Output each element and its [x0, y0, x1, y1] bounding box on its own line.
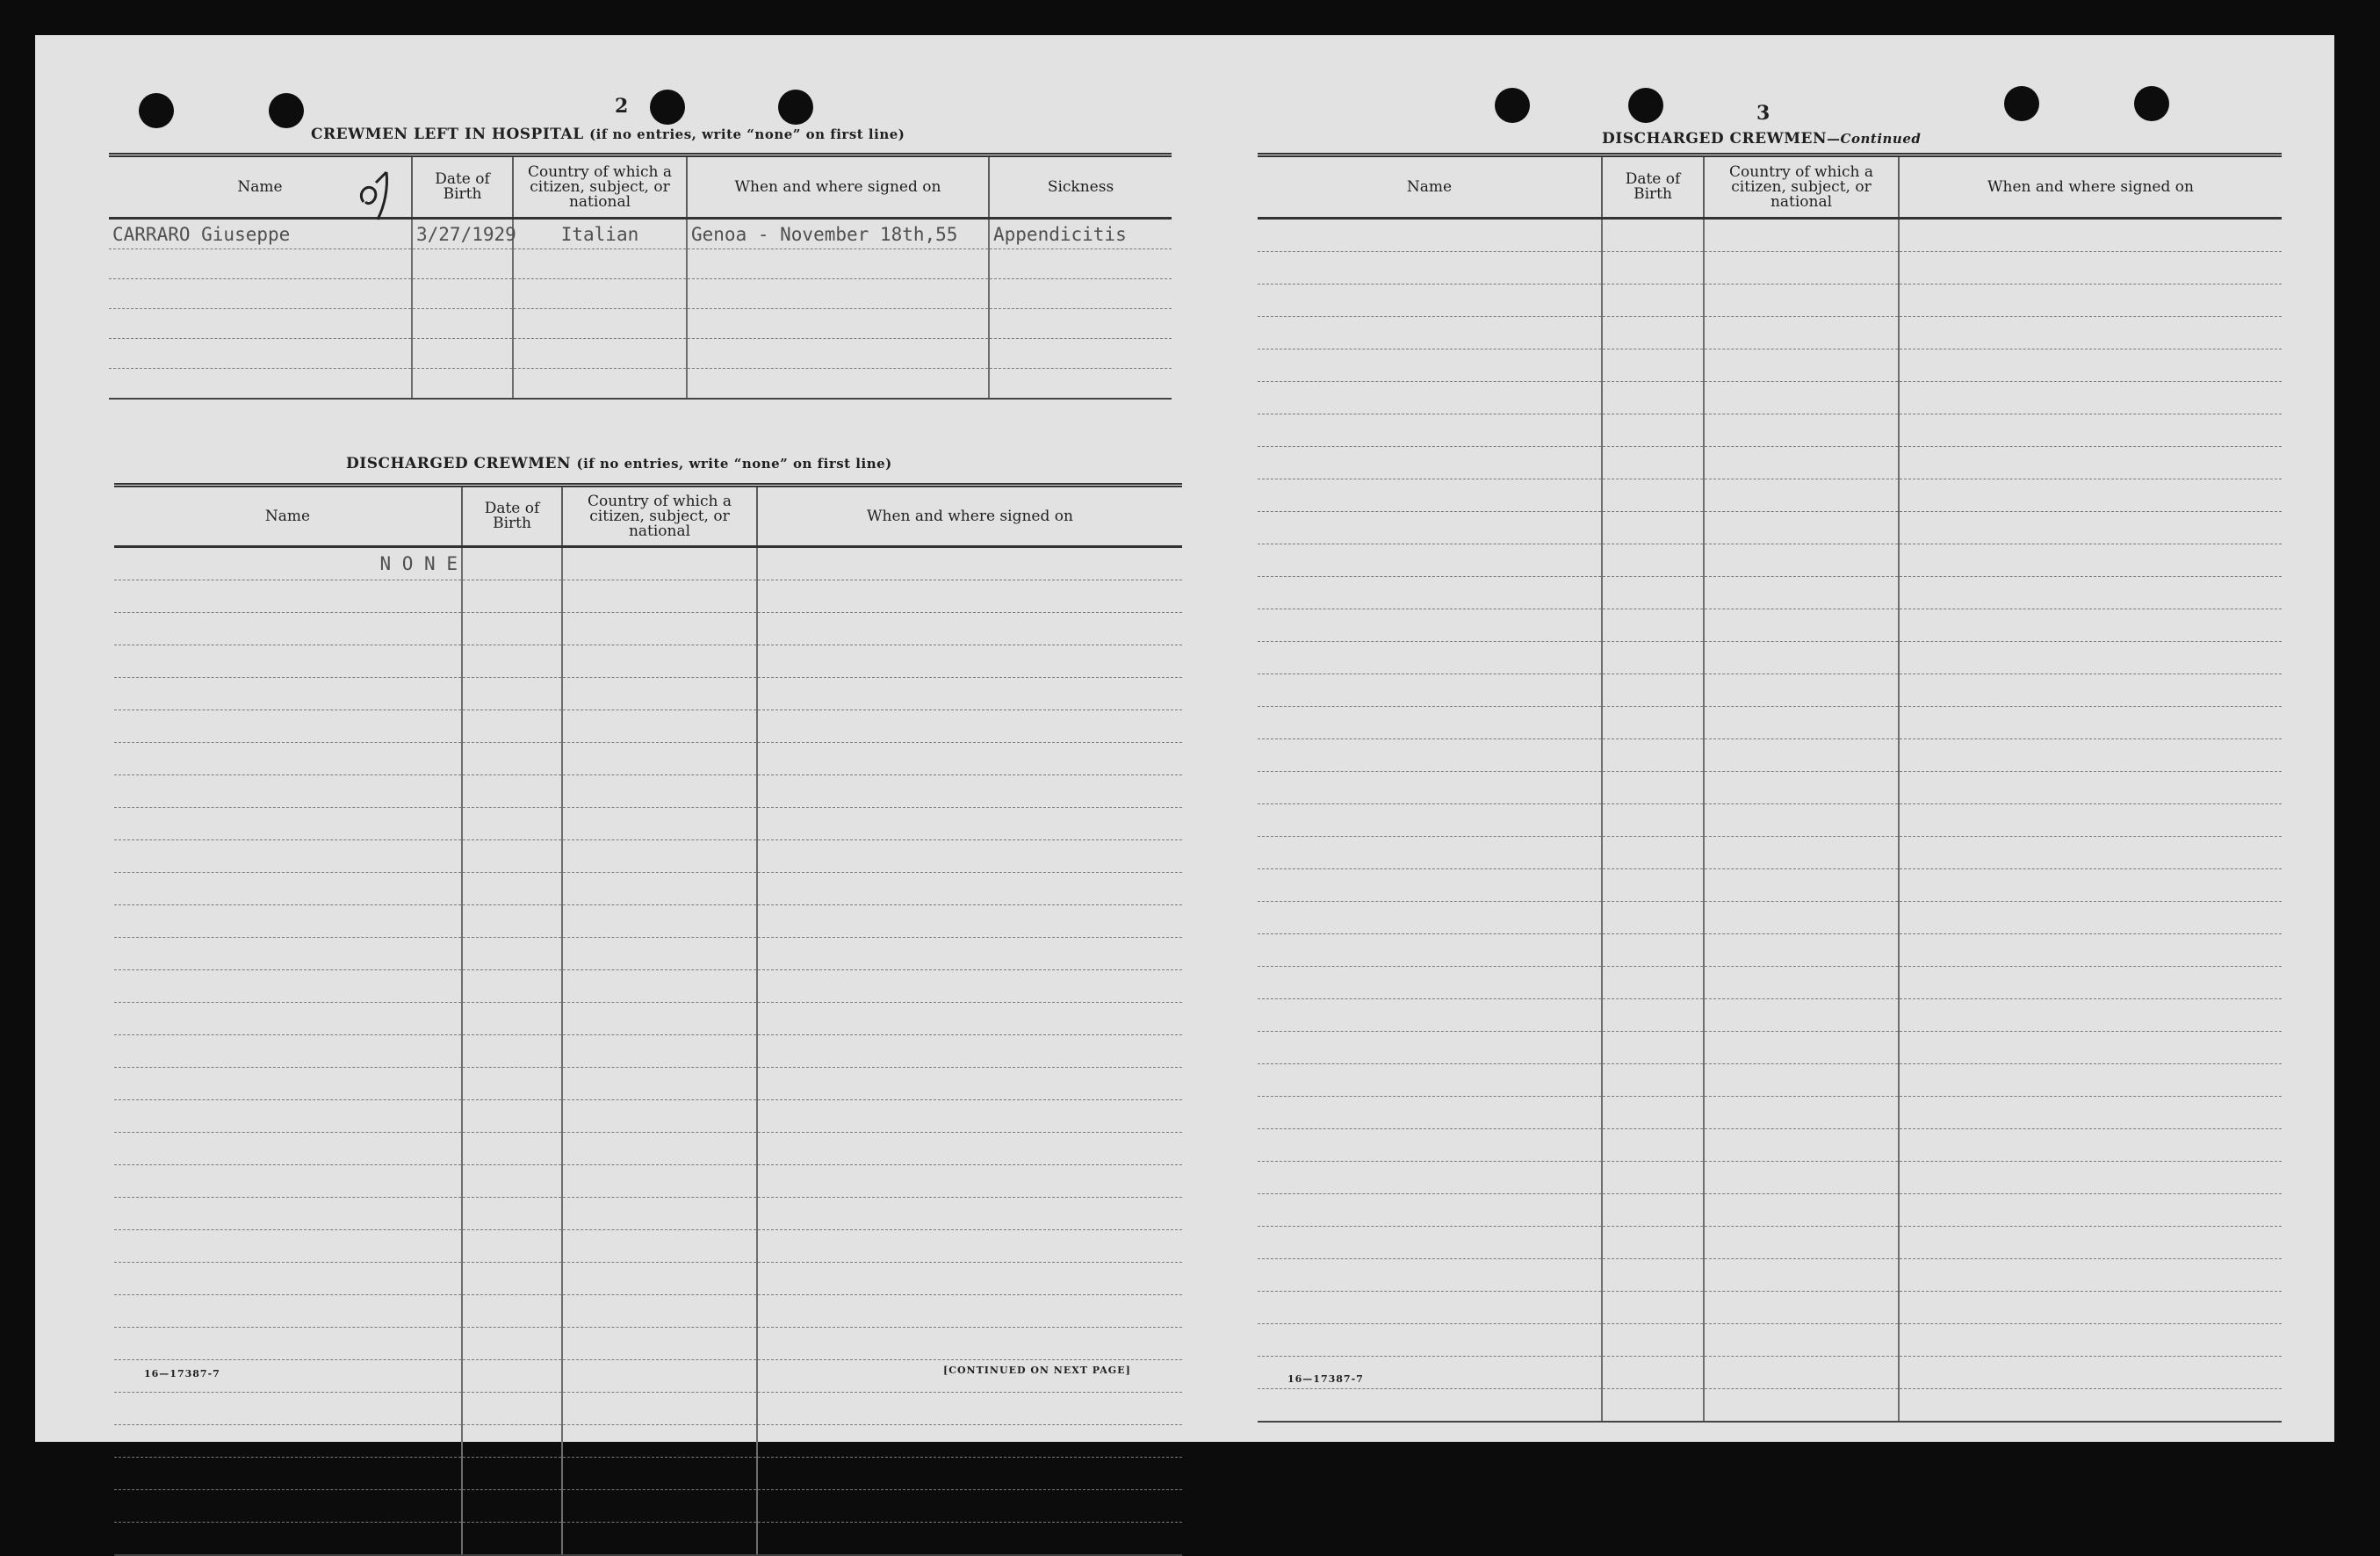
hospital-table [109, 153, 1172, 400]
hospital-qualifier: (if no entries, write “none” on first line) [589, 126, 905, 142]
discharged-table [114, 483, 1182, 1556]
crewman-country [562, 547, 757, 580]
crewman-country: Italian [513, 219, 687, 249]
header-name: Name [109, 155, 412, 219]
crewman-date-of-birth [462, 547, 562, 580]
discharged-continued-table [1258, 153, 2282, 1423]
header-signed-on: When and where signed on [757, 486, 1182, 547]
table-row [109, 279, 1172, 309]
punch-hole [269, 93, 304, 128]
crewman-name: N O N E [114, 547, 462, 580]
punch-hole [1628, 88, 1663, 123]
continued-note: [CONTINUED ON NEXT PAGE] [943, 1365, 1131, 1376]
discharged-title-text: DISCHARGED CREWMEN [346, 455, 572, 472]
discharged-section-title [346, 455, 892, 472]
punch-hole [2134, 86, 2169, 121]
page-number: 3 [1756, 102, 1771, 125]
header-name: Name [114, 486, 462, 547]
form-number: 16—17387-7 [1287, 1373, 1364, 1385]
table-row [109, 339, 1172, 369]
header-sickness: Sickness [989, 155, 1172, 219]
discharged-continued-title [1602, 130, 1921, 148]
header-signed-on: When and where signed on [687, 155, 989, 219]
header-country: Country of which a citizen, subject, or national [1704, 155, 1899, 219]
table-row [109, 249, 1172, 279]
handwritten-initials [351, 167, 413, 228]
page-number: 2 [615, 95, 629, 118]
table-row [109, 219, 1172, 249]
header-date-of-birth: Date of Birth [462, 486, 562, 547]
punch-hole [650, 90, 685, 125]
header-date-of-birth: Date of Birth [1602, 155, 1704, 219]
crewman-name: CARRARO Giuseppe [109, 219, 412, 249]
header-name: Name [1258, 155, 1602, 219]
table-row [114, 547, 1182, 580]
table-row [109, 369, 1172, 400]
header-country: Country of which a citizen, subject, or national [513, 155, 687, 219]
hospital-section-title [311, 126, 905, 143]
document-sheet [35, 35, 2334, 1442]
crewman-sickness: Appendicitis [989, 219, 1172, 249]
header-signed-on: When and where signed on [1899, 155, 2282, 219]
punch-hole [778, 90, 813, 125]
continued-suffix: —Continued [1827, 131, 1922, 147]
form-number: 16—17387-7 [144, 1368, 220, 1380]
crewman-signed-on [757, 547, 1182, 580]
hospital-title-text: CREWMEN LEFT IN HOSPITAL [311, 126, 584, 143]
punch-hole [2004, 86, 2039, 121]
continued-title-text: DISCHARGED CREWMEN [1602, 130, 1828, 148]
header-date-of-birth: Date of Birth [412, 155, 513, 219]
punch-hole [139, 93, 174, 128]
crewman-date-of-birth: 3/27/1929 [412, 219, 513, 249]
crewman-signed-on: Genoa - November 18th,55 [687, 219, 989, 249]
header-country: Country of which a citizen, subject, or national [562, 486, 757, 547]
discharged-qualifier: (if no entries, write “none” on first line) [576, 456, 892, 472]
punch-hole [1495, 88, 1530, 123]
table-row [109, 309, 1172, 339]
